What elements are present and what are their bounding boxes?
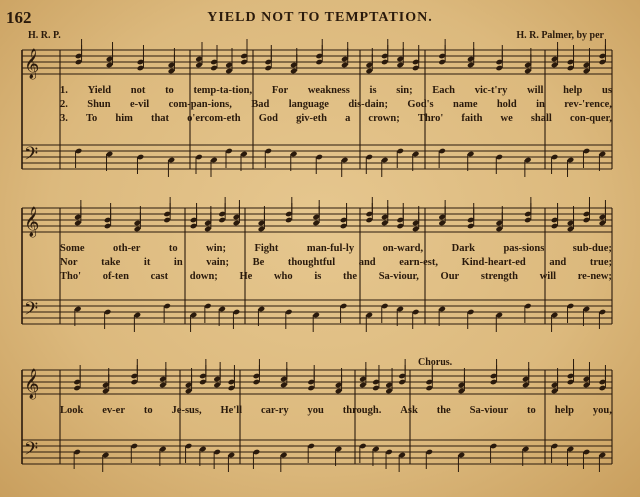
composer-credit: H. R. Palmer, by per [516,30,604,41]
svg-text:𝄢: 𝄢 [24,439,39,464]
verse-3-line-a: 3. To him that o'ercom-eth God giv-eth a crown; Thro' faith we shall con-quer, [60,113,612,124]
verse-3-line-b: Tho' of-ten cast down; He who is the Sa-viour, Our strength will re-new; [60,271,612,282]
svg-text:𝄞: 𝄞 [24,369,40,399]
verse-2-line-a: 2. Shun e-vil com-pan-ions, Bad language dis-dain; God's name hold in rev-'rence, [60,99,612,110]
svg-text:𝄢: 𝄢 [24,144,39,169]
verse-1-line-a: 1. Yield not to temp-ta-tion, For weakness is sin; Each vic-t'ry will help us [60,85,612,96]
svg-text:𝄞: 𝄞 [24,207,40,237]
hymn-title: YIELD NOT TO TEMPTATION. [207,10,433,25]
svg-text:𝄢: 𝄢 [24,299,39,324]
verse-2-line-b: Nor take it in vain; Be thoughtful and earn-est, Kind-heart-ed and true; [60,257,612,268]
chorus-label: Chorus. [418,357,453,368]
svg-text:𝄞: 𝄞 [24,49,40,79]
verse-1-line-b: Some oth-er to win; Fight man-ful-ly on-ward, Dark pas-sions sub-due; [60,243,612,254]
lyricist-credit: H. R. P. [28,30,61,41]
page-number: 162 [6,8,32,27]
chorus-lyric: Look ev-er to Je-sus, He'll car-ry you through. Ask the Sa-viour to help you, [60,405,612,416]
